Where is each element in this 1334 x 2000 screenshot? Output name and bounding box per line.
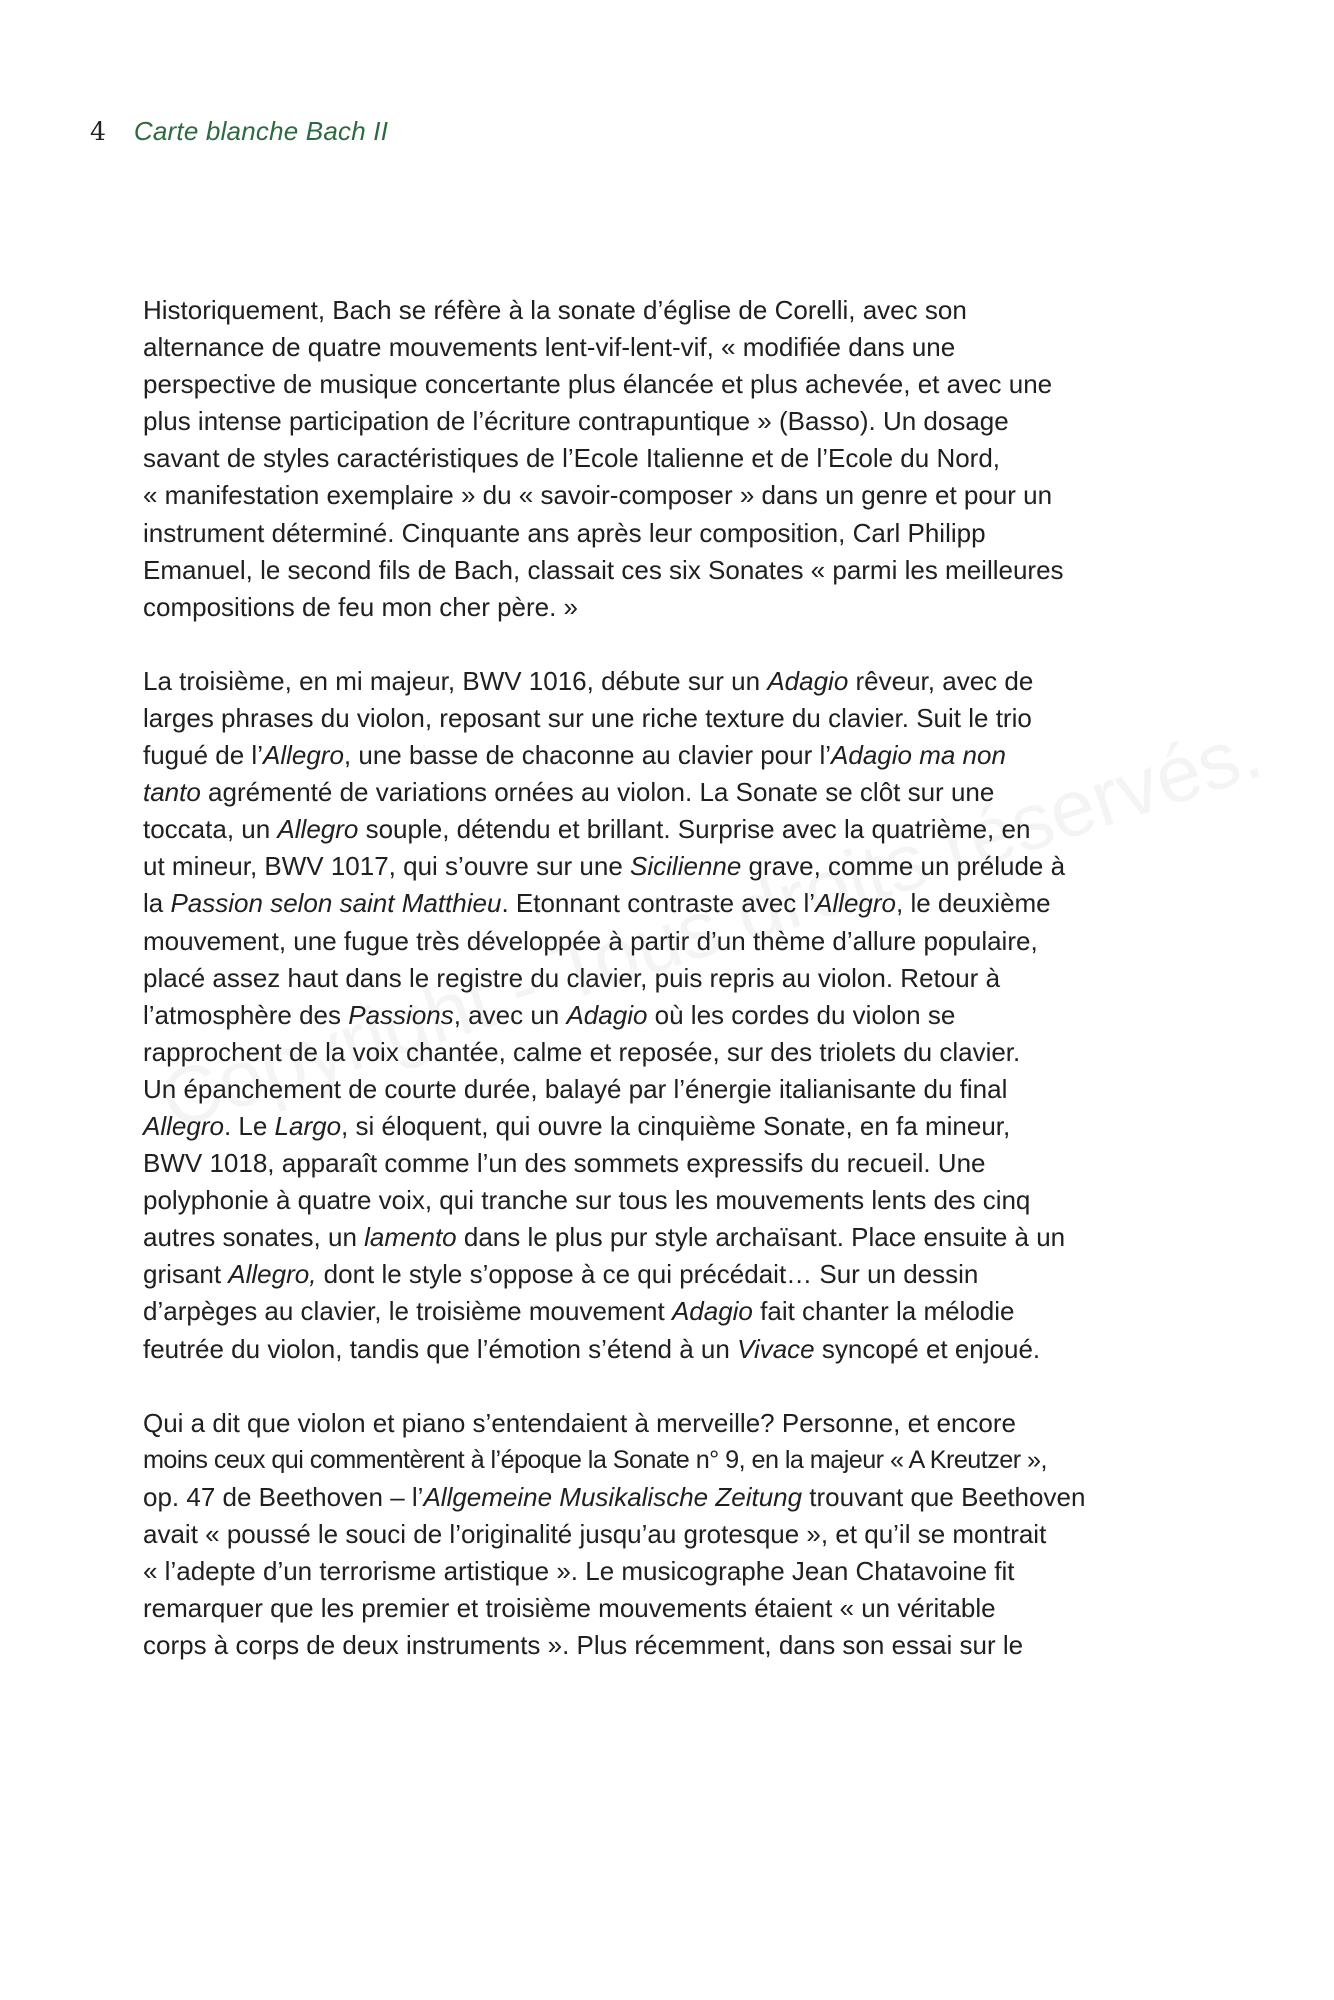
italic-text: Adagio ma non	[831, 740, 1006, 771]
text-segment: instrument déterminé. Cinquante ans après leur composition, Carl Philipp	[143, 517, 986, 548]
text-line	[143, 997, 1203, 1034]
text-line	[143, 1627, 1203, 1664]
italic-text: Adagio	[671, 1296, 753, 1327]
text-segment: placé assez haut dans le registre du clavier, puis repris au violon. Retour à	[143, 962, 1001, 993]
text-segment: agrémenté de variations ornées au violon. La Sonate se clôt sur une	[200, 777, 995, 808]
text-line	[143, 1108, 1203, 1145]
text-segment: ut mineur, BWV 1017, qui s’ouvre sur une	[143, 851, 631, 882]
text-segment: larges phrases du violon, reposant sur une riche texture du clavier. Suit le trio	[143, 702, 1032, 733]
text-segment: où les cordes du violon se	[647, 999, 956, 1030]
text-segment: grisant	[143, 1259, 229, 1290]
text-segment: l’atmosphère des	[143, 999, 349, 1030]
italic-text: Sicilienne	[630, 851, 742, 882]
italic-text: lamento	[364, 1222, 457, 1253]
running-header	[90, 116, 388, 148]
text-line	[143, 1219, 1203, 1256]
text-segment: BWV 1018, apparaît comme l’un des sommets expressifs du recueil. Une	[143, 1148, 986, 1179]
text-line	[143, 663, 1203, 700]
text-segment: Historiquement, Bach se réfère à la sonate d’église de Corelli, avec son	[143, 295, 967, 325]
text-line	[143, 515, 1203, 552]
text-segment: Emanuel, le second fils de Bach, classait ces six Sonates « parmi les meilleures	[143, 554, 1064, 585]
text-segment: syncopé et enjoué.	[814, 1333, 1041, 1364]
text-line	[143, 552, 1203, 589]
text-segment: trouvant que Beethoven	[802, 1481, 1086, 1512]
text-segment: polyphonie à quatre voix, qui tranche sur tous les mouvements lents des cinq	[143, 1185, 1031, 1216]
text-line	[143, 811, 1203, 848]
text-segment: op. 47 de Beethoven – l’	[143, 1481, 424, 1512]
text-segment: , une basse de chaconne au clavier pour l’	[343, 740, 832, 771]
text-segment: . Etonnant contraste avec l’	[501, 888, 816, 919]
italic-text: Adagio	[566, 999, 648, 1030]
text-segment: rapprochent de la voix chantée, calme et reposée, sur des triolets du clavier.	[143, 1036, 1021, 1067]
text-line	[143, 848, 1203, 885]
text-line	[143, 923, 1203, 960]
text-segment: compositions de feu mon cher père. »	[143, 591, 579, 622]
text-segment: savant de styles caractéristiques de l’Ecole Italienne et de l’Ecole du Nord,	[143, 443, 1001, 474]
text-segment: grave, comme un prélude à	[741, 851, 1066, 882]
italic-text: Passion selon saint Matthieu	[170, 888, 502, 919]
text-segment: Qui a dit que violon et piano s’entendaient à merveille? Personne, et encore	[143, 1407, 1017, 1438]
text-segment: mouvement, une fugue très développée à partir d’un thème d’allure populaire,	[143, 925, 1038, 956]
body-text	[143, 292, 1203, 1701]
text-line	[143, 1034, 1203, 1071]
text-segment: , avec un	[453, 999, 567, 1030]
text-line	[143, 1071, 1203, 1108]
text-segment: dans le plus pur style archaïsant. Place ensuite à un	[456, 1222, 1066, 1253]
text-segment: alternance de quatre mouvements lent-vif-lent-vif, « modifiée dans une	[143, 332, 956, 363]
text-line	[143, 1256, 1203, 1293]
text-line	[143, 1590, 1203, 1627]
text-line	[143, 477, 1203, 514]
text-segment: , le deuxième	[896, 888, 1051, 919]
italic-text: Vivace	[737, 1333, 815, 1364]
text-segment: remarquer que les premier et troisième mouvements étaient « un véritable	[143, 1593, 996, 1624]
text-segment: avait « poussé le souci de l’originalité jusqu’au grotesque », et qu’il se montrait	[143, 1518, 1047, 1549]
text-line	[143, 1442, 1203, 1479]
text-line	[143, 960, 1203, 997]
text-line	[143, 737, 1203, 774]
text-segment: feutrée du violon, tandis que l’émotion s’étend à un	[143, 1333, 738, 1364]
text-segment: autres sonates, un	[143, 1222, 365, 1253]
italic-text: Allegro	[815, 888, 896, 919]
text-segment: corps à corps de deux instruments ». Plus récemment, dans son essai sur le	[143, 1630, 1024, 1661]
italic-text: Allegro,	[228, 1259, 317, 1290]
paragraph	[143, 292, 1203, 626]
text-segment: Un épanchement de courte durée, balayé par l’énergie italianisante du final	[143, 1073, 1008, 1104]
text-line	[143, 700, 1203, 737]
text-line	[143, 403, 1203, 440]
italic-text: tanto	[143, 777, 201, 808]
text-segment: souple, détendu et brillant. Surprise avec la quatrième, en	[358, 814, 1031, 845]
paragraph	[143, 663, 1203, 1368]
text-segment: , si éloquent, qui ouvre la cinquième Sonate, en fa mineur,	[341, 1110, 1011, 1141]
italic-text: Passions	[348, 999, 454, 1030]
text-segment: toccata, un	[143, 814, 278, 845]
text-line	[143, 1145, 1203, 1182]
text-segment: moins ceux qui commentèrent à l’époque la Sonate n° 9, en la majeur « A Kreutzer »,	[143, 1445, 1047, 1474]
text-segment: dont le style s’oppose à ce qui précédait… Sur un dessin	[316, 1259, 979, 1290]
paragraph	[143, 1405, 1203, 1665]
italic-text: Allegro	[277, 814, 359, 845]
text-line	[143, 1182, 1203, 1219]
text-line	[143, 440, 1203, 477]
text-segment: la	[143, 888, 171, 919]
text-segment: . Le	[223, 1110, 275, 1141]
text-segment: fait chanter la mélodie	[752, 1296, 1015, 1327]
text-line	[143, 589, 1203, 626]
text-line	[143, 366, 1203, 403]
text-line	[143, 1331, 1203, 1368]
running-title: Carte blanche Bach II	[133, 116, 389, 146]
text-segment: fugué de l’	[143, 740, 263, 771]
text-line	[143, 1479, 1203, 1516]
text-segment: d’arpèges au clavier, le troisième mouvement	[143, 1296, 672, 1327]
italic-text: Adagio	[767, 665, 849, 696]
text-line	[143, 1553, 1203, 1590]
text-segment: rêveur, avec de	[848, 665, 1034, 696]
text-segment: perspective de musique concertante plus élancée et plus achevée, et avec une	[143, 369, 1053, 400]
text-segment: « manifestation exemplaire » du « savoir-composer » dans un genre et pour un	[143, 480, 1053, 511]
italic-text: Largo	[274, 1110, 342, 1141]
italic-text: Allegro	[143, 1110, 224, 1141]
italic-text: Allgemeine Musikalische Zeitung	[423, 1481, 803, 1512]
text-line	[143, 292, 1203, 329]
text-segment: « l’adepte d’un terrorisme artistique ». Le musicographe Jean Chatavoine fit	[143, 1556, 1015, 1586]
page-number: 4	[90, 117, 106, 146]
text-line	[143, 885, 1203, 922]
text-line	[143, 1405, 1203, 1442]
italic-text: Allegro	[262, 740, 344, 771]
text-segment: plus intense participation de l’écriture contrapuntique » (Basso). Un dosage	[143, 406, 1009, 437]
text-line	[143, 1293, 1203, 1330]
text-line	[143, 1516, 1203, 1553]
text-line	[143, 774, 1203, 811]
text-segment: La troisième, en mi majeur, BWV 1016, débute sur un	[143, 665, 768, 696]
text-line	[143, 329, 1203, 366]
